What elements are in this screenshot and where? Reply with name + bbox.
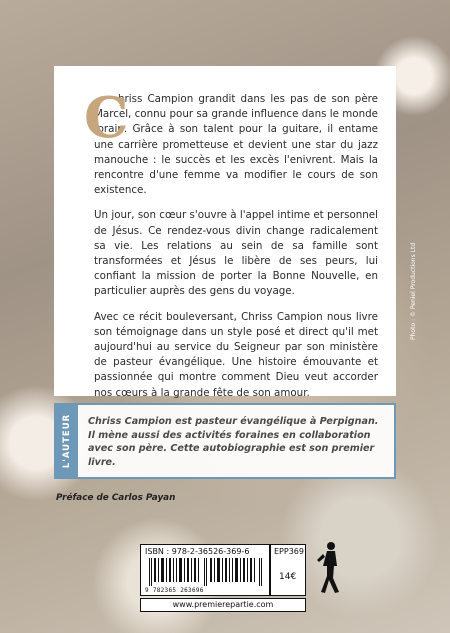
- back-cover-summary-box: [54, 66, 396, 399]
- author-tab: [56, 405, 78, 477]
- barcode-icon: [147, 558, 265, 586]
- isbn-block: [140, 544, 270, 596]
- isbn-label: ISBN : 978-2-36526-369-6: [145, 547, 250, 556]
- barcode-digits: 9 782365 263696: [145, 587, 204, 594]
- author-box: [54, 403, 396, 479]
- publisher-logo-icon: [315, 540, 345, 598]
- preface-credit: Préface de Carlos Payan: [56, 493, 176, 503]
- price: 14€: [279, 572, 297, 582]
- photo-credit: Photo : © Peniel Productions Ltd: [410, 242, 417, 340]
- product-code: EPP369: [274, 547, 304, 556]
- publisher-website: www.premierepartie.com: [140, 598, 306, 612]
- author-tab-label: L'AUTEUR: [62, 413, 72, 469]
- summary-paragraph-1: hriss Campion grandit dans les pas de son père Marcel, connu pour sa grande influence dans le monde forain. Grâce à son talent pour la guitare, il entame une carrière prometteuse et devient une star du jazz manouche : le succès et les excès l'enivrent. Mais la rencontre d'une femme va modifier le cours de son existence.: [94, 93, 378, 197]
- drop-cap: C: [84, 85, 129, 151]
- summary-paragraph-3: Avec ce récit bouleversant, Chriss Campion nous livre son témoignage dans un style posé et direct qu'il met aujourd'hui au service du Seigneur par son ministère de pasteur évangélique. Une histoire émouvante et passionnée qui montre comment Dieu veut accorder nos cœurs à la grande fête de son amour.: [94, 310, 378, 399]
- author-bio: Chriss Campion est pasteur évangélique à Perpignan. Il mène aussi des activités foraines en collaboration avec son père. Cette autobiographie est son premier livre.: [88, 416, 379, 468]
- summary-paragraph-2: Un jour, son cœur s'ouvre à l'appel intime et personnel de Jésus. Ce rendez-vous divin change radicalement sa vie. Les relations au sein de sa famille sont transformées et Jésus le libère de ses peurs, lui confiant la mission de porter la Bonne Nouvelle, en particulier auprès des gens du voyage.: [94, 209, 378, 298]
- product-code-box: [270, 544, 306, 596]
